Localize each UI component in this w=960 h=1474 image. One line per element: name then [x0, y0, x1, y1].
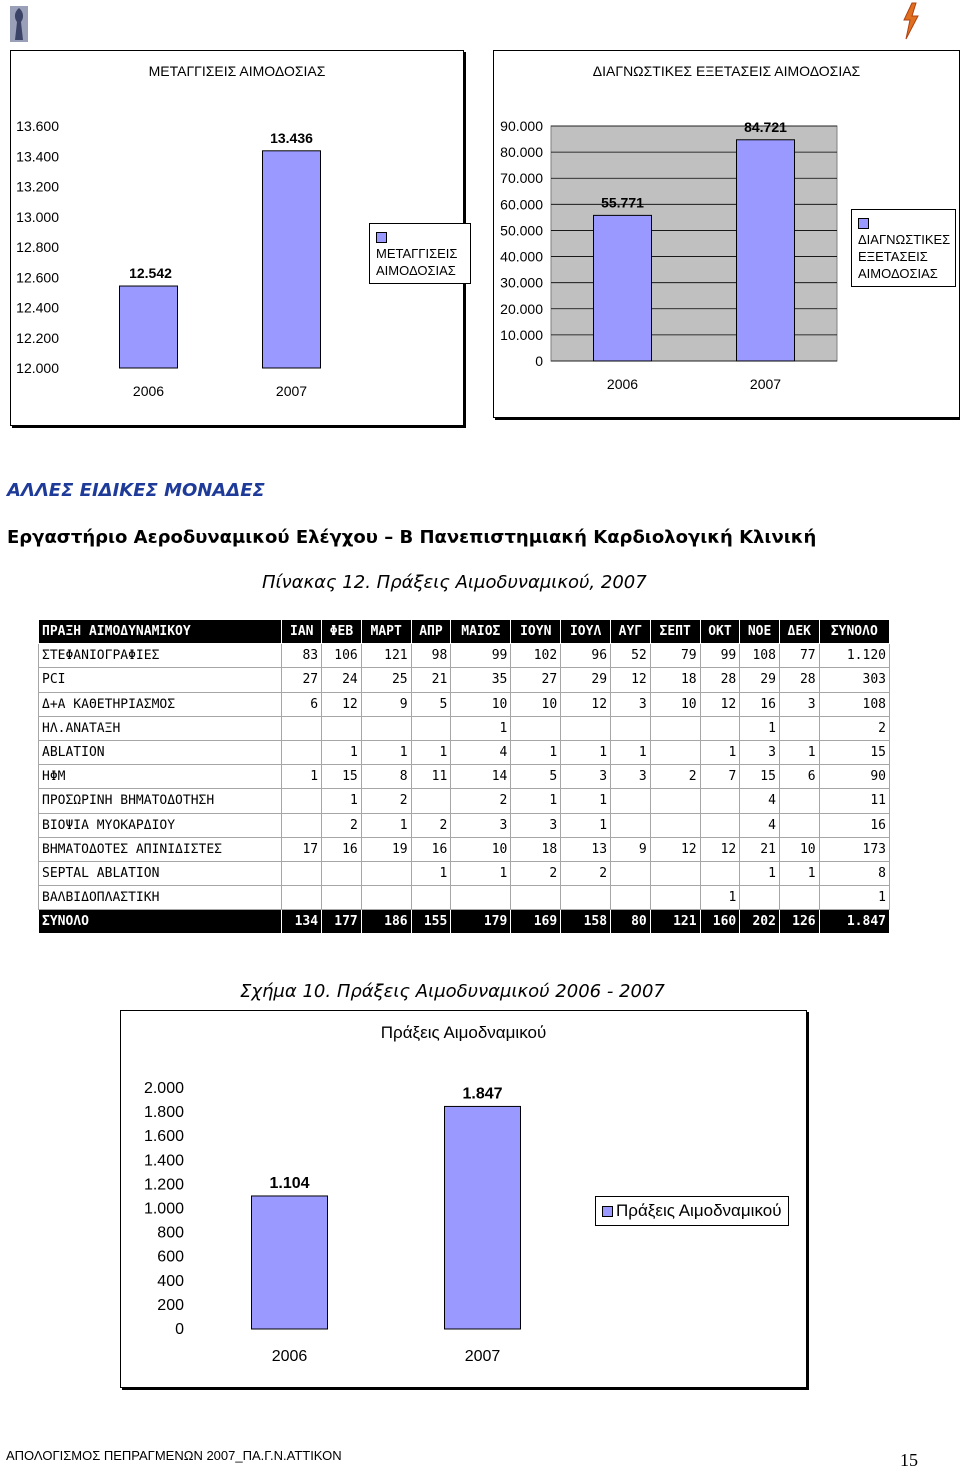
table-row	[39, 692, 890, 716]
table-cell: 1	[700, 740, 740, 764]
table-header-cell: ΑΠΡ	[411, 620, 451, 644]
row-label: ΒΗΜΑΤΟΔΟΤΕΣ ΑΠΙΝΙΔΙΣΤΕΣ	[39, 837, 282, 861]
table-header-cell: ΜΑΡΤ	[361, 620, 411, 644]
y-tick-label: 200	[157, 1296, 184, 1314]
table-cell: 12	[561, 692, 611, 716]
table-cell	[650, 861, 700, 885]
y-tick-label: 12.600	[16, 269, 59, 286]
table-cell: 98	[411, 644, 451, 668]
table-cell	[411, 886, 451, 910]
table-cell: 155	[411, 910, 451, 934]
table-header-cell: ΣΥΝΟΛΟ	[819, 620, 889, 644]
table-cell: 303	[819, 668, 889, 692]
y-tick-label: 1.000	[143, 1200, 184, 1218]
diagnostics-chart-title: ΔΙΑΓΝΩΣΤΙΚΕΣ ΕΞΕΤΑΣΕΙΣ ΑΙΜΟΔΟΣΙΑΣ	[592, 63, 861, 79]
table-cell: 16	[819, 813, 889, 837]
table-cell	[361, 716, 411, 740]
table-header-cell: ΙΑΝ	[282, 620, 322, 644]
table-cell: 16	[740, 692, 780, 716]
table-header-cell: ΣΕΠΤ	[650, 620, 700, 644]
y-tick-label: 10.000	[500, 326, 543, 343]
table-cell	[650, 740, 700, 764]
table-cell: 10	[451, 837, 511, 861]
diagnostics-chart-legend	[851, 209, 956, 287]
table-cell: 9	[361, 692, 411, 716]
table-cell: 1	[322, 789, 362, 813]
row-label: ΣΤΕΦΑΝΙΟΓΡΑΦΙΕΣ	[39, 644, 282, 668]
table-cell: 2	[650, 765, 700, 789]
table-row	[39, 668, 890, 692]
table-cell: 173	[819, 837, 889, 861]
table-cell: 11	[819, 789, 889, 813]
table-cell: 121	[361, 644, 411, 668]
legend-label: ΜΕΤΑΓΓΙΣΕΙΣ ΑΙΜΟΔΟΣΙΑΣ	[376, 246, 458, 278]
table-cell	[561, 716, 611, 740]
table-cell: 79	[650, 644, 700, 668]
table-cell: 99	[700, 644, 740, 668]
table-cell: 108	[740, 644, 780, 668]
table-header-cell: ΜΑΙΟΣ	[451, 620, 511, 644]
table-cell: 3	[511, 813, 561, 837]
table-cell: 202	[740, 910, 780, 934]
table-cell: 160	[700, 910, 740, 934]
table-cell: 1	[361, 740, 411, 764]
y-tick-label: 0	[175, 1321, 184, 1338]
table-cell: 10	[451, 692, 511, 716]
table-cell	[282, 886, 322, 910]
x-tick-label: 2006	[606, 376, 639, 392]
table-cell: 4	[740, 813, 780, 837]
legend-line-1: ΔΙΑΓΝΩΣΤΙΚΕΣ	[858, 232, 951, 247]
table-cell	[779, 813, 819, 837]
table-row	[39, 740, 890, 764]
table-cell	[700, 716, 740, 740]
table-row	[39, 789, 890, 813]
table-cell	[611, 813, 651, 837]
table-cell: 3	[611, 765, 651, 789]
table-cell: 1	[561, 813, 611, 837]
table-cell: 18	[650, 668, 700, 692]
table-cell: 6	[282, 692, 322, 716]
table-row	[39, 886, 890, 910]
hemodynamic-chart	[120, 1010, 807, 1388]
table-row	[39, 765, 890, 789]
y-tick-label: 13.000	[16, 208, 59, 225]
table-cell: 3	[451, 813, 511, 837]
bar	[252, 1196, 328, 1329]
table-cell: 83	[282, 644, 322, 668]
table-cell: 27	[282, 668, 322, 692]
y-tick-label: 90.000	[500, 118, 543, 134]
statue-logo-icon	[8, 4, 30, 44]
table-cell: 3	[611, 692, 651, 716]
row-label: ΗΦΜ	[39, 765, 282, 789]
table-cell: 134	[282, 910, 322, 934]
table-cell	[650, 789, 700, 813]
bar	[445, 1106, 521, 1329]
table-row	[39, 716, 890, 740]
table-cell	[611, 886, 651, 910]
table-cell: 52	[611, 644, 651, 668]
table-cell: 15	[740, 765, 780, 789]
table-cell: 25	[361, 668, 411, 692]
x-tick-label: 2007	[275, 383, 308, 399]
table-cell	[282, 861, 322, 885]
table-cell	[650, 886, 700, 910]
table-cell	[779, 716, 819, 740]
table-cell: 2	[451, 789, 511, 813]
row-label: ΠΡΟΣΩΡΙΝΗ ΒΗΜΑΤΟΔΟΤΗΣΗ	[39, 789, 282, 813]
table-cell: 13	[561, 837, 611, 861]
bar	[594, 215, 652, 361]
table-cell: 28	[700, 668, 740, 692]
table-cell: 1	[700, 886, 740, 910]
table-cell: 9	[611, 837, 651, 861]
table-cell: 99	[451, 644, 511, 668]
table-cell: 29	[740, 668, 780, 692]
legend-swatch	[858, 218, 869, 229]
table-cell	[561, 886, 611, 910]
table-cell: 27	[511, 668, 561, 692]
table-cell: 177	[322, 910, 362, 934]
bar	[120, 286, 178, 368]
table-cell: 3	[740, 740, 780, 764]
page-number: 15	[900, 1450, 918, 1470]
table-cell: 1	[451, 861, 511, 885]
y-tick-label: 1.800	[143, 1104, 184, 1122]
table-cell: 35	[451, 668, 511, 692]
table-cell: 12	[322, 692, 362, 716]
table-cell: 80	[611, 910, 651, 934]
table-cell: 12	[700, 692, 740, 716]
table-header-cell: ΑΥΓ	[611, 620, 651, 644]
table-cell	[650, 716, 700, 740]
table-cell: 4	[740, 789, 780, 813]
table-cell	[511, 886, 561, 910]
table-cell: 1.847	[819, 910, 889, 934]
row-label: ΒΑΛΒΙΔΟΠΛΑΣΤΙΚΗ	[39, 886, 282, 910]
table-header-cell: ΔΕΚ	[779, 620, 819, 644]
legend-line-3: ΑΙΜΟΔΟΣΙΑΣ	[858, 266, 938, 281]
table-header-cell: ΠΡΑΞΗ ΑΙΜΟΔΥΝΑΜΙΚΟΥ	[39, 620, 282, 644]
diagnostics-chart	[493, 50, 960, 418]
table-cell	[282, 813, 322, 837]
row-label: Δ+Α ΚΑΘΕΤΗΡΙΑΣΜΟΣ	[39, 692, 282, 716]
table-cell	[451, 886, 511, 910]
table-cell	[700, 789, 740, 813]
table-cell: 1	[411, 740, 451, 764]
table-cell: 1	[740, 861, 780, 885]
table-header-cell: ΙΟΥΝ	[511, 620, 561, 644]
row-label: SEPTAL ABLATION	[39, 861, 282, 885]
table-cell	[700, 861, 740, 885]
table-cell: 16	[411, 837, 451, 861]
y-tick-label: 2.000	[143, 1080, 184, 1097]
table-cell: 96	[561, 644, 611, 668]
table-cell: 2	[819, 716, 889, 740]
table-cell: 7	[700, 765, 740, 789]
table-cell: 10	[779, 837, 819, 861]
table-cell	[282, 740, 322, 764]
y-tick-label: 13.200	[16, 178, 59, 195]
table-cell: 158	[561, 910, 611, 934]
table-total-row	[39, 910, 890, 934]
y-tick-label: 1.600	[143, 1128, 184, 1146]
y-tick-label: 1.400	[143, 1152, 184, 1170]
table-cell: 1	[411, 861, 451, 885]
legend-swatch	[376, 232, 387, 243]
y-tick-label: 30.000	[500, 274, 543, 291]
table-cell: 1	[282, 765, 322, 789]
table-cell	[650, 813, 700, 837]
table-cell: 5	[411, 692, 451, 716]
table-cell: 169	[511, 910, 561, 934]
table-cell	[322, 716, 362, 740]
table-cell: 19	[361, 837, 411, 861]
table-cell	[700, 813, 740, 837]
table-cell: 21	[740, 837, 780, 861]
table-cell: 1	[611, 740, 651, 764]
table-cell: 2	[361, 789, 411, 813]
bar	[737, 140, 795, 361]
table-cell: 77	[779, 644, 819, 668]
table-row	[39, 837, 890, 861]
table-cell	[611, 716, 651, 740]
table-cell	[322, 886, 362, 910]
y-tick-label: 70.000	[500, 170, 543, 187]
plot-area	[193, 1088, 579, 1329]
table-cell: 108	[819, 692, 889, 716]
table-cell: 12	[700, 837, 740, 861]
y-tick-label: 60.000	[500, 196, 543, 213]
x-tick-label: 2007	[464, 1348, 501, 1365]
table-cell	[282, 789, 322, 813]
table-cell: 3	[779, 692, 819, 716]
table-cell	[411, 716, 451, 740]
figure-caption: Σχήμα 10. Πράξεις Αιμοδυναμικού 2006 - 2007	[240, 981, 665, 1002]
table-cell: 1	[779, 861, 819, 885]
table-caption: Πίνακας 12. Πράξεις Αιμοδυναμικού, 2007	[262, 572, 647, 593]
x-tick-label: 2007	[749, 376, 782, 392]
table-row	[39, 813, 890, 837]
table-cell: 90	[819, 765, 889, 789]
row-label: PCI	[39, 668, 282, 692]
row-label: ΣΥΝΟΛΟ	[39, 910, 282, 934]
table-cell: 1	[361, 813, 411, 837]
table-cell: 29	[561, 668, 611, 692]
y-tick-label: 12.000	[16, 360, 59, 376]
y-tick-label: 80.000	[500, 144, 543, 161]
y-tick-label: 12.800	[16, 239, 59, 255]
table-cell: 1	[451, 716, 511, 740]
table-cell: 3	[561, 765, 611, 789]
row-label: ΒΙΟΨΙΑ ΜΥΟΚΑΡΔΙΟΥ	[39, 813, 282, 837]
table-header-cell: ΟΚΤ	[700, 620, 740, 644]
table-cell	[361, 861, 411, 885]
table-cell: 1	[740, 716, 780, 740]
y-tick-label: 600	[157, 1248, 184, 1266]
table-cell	[779, 886, 819, 910]
y-tick-label: 400	[157, 1272, 184, 1290]
y-tick-label: 40.000	[500, 248, 543, 265]
table-cell	[411, 789, 451, 813]
table-cell	[611, 789, 651, 813]
table-cell	[511, 716, 561, 740]
table-cell: 1	[819, 886, 889, 910]
table-cell	[740, 886, 780, 910]
transfusions-chart-legend	[369, 223, 471, 284]
y-tick-label: 50.000	[500, 222, 543, 239]
table-cell: 17	[282, 837, 322, 861]
table-cell: 12	[611, 668, 651, 692]
x-tick-label: 2006	[132, 383, 165, 399]
table-cell: 10	[511, 692, 561, 716]
y-tick-label: 13.400	[16, 148, 59, 165]
footer-text: ΑΠΟΛΟΓΙΣΜΟΣ ΠΕΠΡΑΓΜΕΝΩΝ 2007_ΠΑ.Γ.Ν.ΑΤΤΙΚΟΝ	[6, 1448, 342, 1463]
table-cell	[322, 861, 362, 885]
table-cell: 1	[561, 789, 611, 813]
table-row	[39, 861, 890, 885]
table-header-cell: ΝΟΕ	[740, 620, 780, 644]
transfusions-chart-title: ΜΕΤΑΓΓΙΣΕΙΣ ΑΙΜΟΔΟΣΙΑΣ	[148, 63, 326, 79]
row-label: ABLATION	[39, 740, 282, 764]
y-tick-label: 800	[157, 1224, 184, 1242]
table-cell: 102	[511, 644, 561, 668]
data-label: 12.542	[129, 265, 172, 282]
hemodynamic-procedures-table	[38, 619, 890, 934]
legend-swatch	[602, 1206, 613, 1217]
y-tick-label: 0	[535, 353, 543, 369]
table-cell: 14	[451, 765, 511, 789]
table-cell	[282, 716, 322, 740]
table-cell: 2	[411, 813, 451, 837]
table-cell: 1	[561, 740, 611, 764]
table-cell: 2	[511, 861, 561, 885]
table-cell: 186	[361, 910, 411, 934]
table-header-row	[39, 620, 890, 644]
section-subtitle: Εργαστήριο Αεροδυναμικού Ελέγχου – Β Πανεπιστημιακή Καρδιολογική Κλινική	[7, 527, 817, 548]
table-cell: 15	[322, 765, 362, 789]
table-cell: 8	[819, 861, 889, 885]
table-cell: 18	[511, 837, 561, 861]
table-cell: 106	[322, 644, 362, 668]
table-cell	[361, 886, 411, 910]
data-label: 1.847	[462, 1085, 503, 1103]
table-cell: 126	[779, 910, 819, 934]
table-cell: 15	[819, 740, 889, 764]
table-cell: 11	[411, 765, 451, 789]
table-cell: 5	[511, 765, 561, 789]
data-label: 1.104	[269, 1174, 310, 1192]
section-title: ΑΛΛΕΣ ΕΙΔΙΚΕΣ ΜΟΝΑΔΕΣ	[7, 480, 265, 501]
table-cell: 1	[511, 789, 561, 813]
table-cell: 21	[411, 668, 451, 692]
table-cell: 8	[361, 765, 411, 789]
table-cell: 24	[322, 668, 362, 692]
table-cell: 2	[561, 861, 611, 885]
table-cell: 1	[779, 740, 819, 764]
y-tick-label: 13.600	[16, 118, 59, 134]
data-label: 55.771	[601, 194, 644, 211]
table-cell: 12	[650, 837, 700, 861]
legend-line-2: ΕΞΕΤΑΣΕΙΣ	[858, 249, 928, 264]
transfusions-chart	[10, 50, 464, 426]
x-tick-label: 2006	[271, 1348, 308, 1365]
table-cell: 1	[511, 740, 561, 764]
y-tick-label: 12.200	[16, 329, 59, 346]
hemodynamic-chart-legend	[595, 1196, 789, 1226]
bar	[263, 151, 321, 368]
table-cell: 2	[322, 813, 362, 837]
data-label: 13.436	[270, 129, 313, 146]
table-cell: 28	[779, 668, 819, 692]
table-cell: 121	[650, 910, 700, 934]
table-header-cell: ΦΕΒ	[322, 620, 362, 644]
row-label: ΗΛ.ΑΝΑΤΑΞΗ	[39, 716, 282, 740]
table-cell: 6	[779, 765, 819, 789]
table-cell: 1.120	[819, 644, 889, 668]
table-cell: 179	[451, 910, 511, 934]
y-tick-label: 1.200	[143, 1176, 184, 1194]
table-cell	[611, 861, 651, 885]
table-row	[39, 644, 890, 668]
hemodynamic-chart-title: Πράξεις Αιμοδναμικού	[380, 1023, 547, 1042]
table-cell: 10	[650, 692, 700, 716]
table-cell	[779, 789, 819, 813]
y-tick-label: 20.000	[500, 300, 543, 317]
y-tick-label: 12.400	[16, 299, 59, 316]
lightning-bolt-icon	[898, 2, 924, 40]
table-header-cell: ΙΟΥΛ	[561, 620, 611, 644]
table-cell: 1	[322, 740, 362, 764]
data-label: 84.721	[744, 118, 787, 135]
legend-label: Πράξεις Αιμοδναμικού	[616, 1201, 782, 1220]
table-cell: 4	[451, 740, 511, 764]
table-cell: 16	[322, 837, 362, 861]
